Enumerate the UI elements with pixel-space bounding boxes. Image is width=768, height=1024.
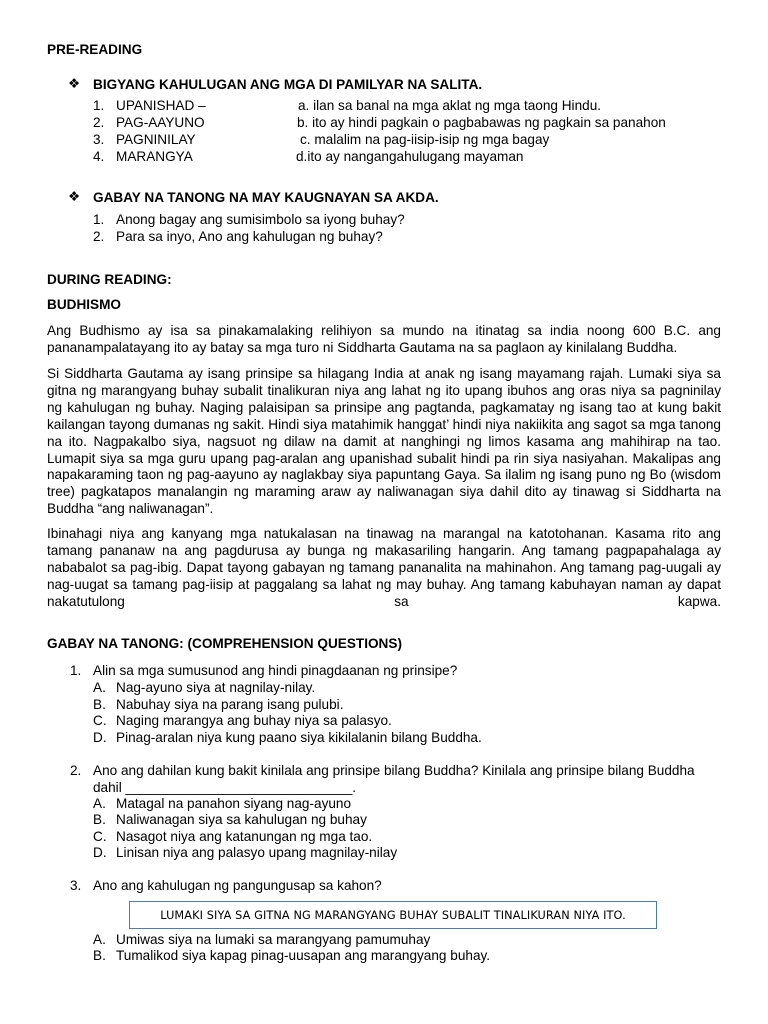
- list-number: 4.: [93, 149, 105, 164]
- choice-letter: D.: [93, 845, 107, 860]
- list-number: 1.: [93, 98, 105, 113]
- choice-letter: A.: [93, 680, 106, 695]
- choice-letter: C.: [93, 713, 107, 728]
- question-number: 2.: [70, 763, 82, 778]
- section-heading-guide-questions: GABAY NA TANONG NA MAY KAUGNAYAN SA AKDA.: [93, 190, 439, 205]
- choice-text: Nabuhay siya na parang isang pulubi.: [116, 697, 344, 712]
- vocab-definition: a. ilan sa banal na mga aklat ng mga taong Hindu.: [298, 98, 602, 113]
- vocab-term: UPANISHAD –: [116, 98, 206, 113]
- paragraph: Ang Budhismo ay isa sa pinakamalaking relihiyon sa mundo na itinatag sa india noong 600 B.C. ang pananampalatayang ito ay batay sa mga turo ni Siddharta Gautama na sa paglaon ay kinilalang Buddha.: [47, 323, 721, 355]
- comprehension-title: GABAY NA TANONG: (COMPREHENSION QUESTIONS): [47, 636, 402, 651]
- list-item: Para sa inyo, Ano ang kahulugan ng buhay?: [116, 229, 383, 244]
- choice-letter: A.: [93, 932, 106, 947]
- paragraph: Si Siddharta Gautama ay isang prinsipe sa hilagang India at anak ng isang mayamang rajah. Lumaki siya sa gitna ng marangyang buhay subalit tinalikuran niya ang lahat ng ito upang ibuhos ang oras niya sa pagninilay ng kahulugan ng buhay. Naging palaisipan sa prinsipe ang pagtanda, pagkamatay ng isang tao at kung bakit kailangan tayong dumanas ng sakit. Hindi siya matahimik hanggat’ hindi niya nakiikita ang sagot sa mga tanong na ito. Nagpakalbo siya, nagsuot ng dilaw na damit at nanghingi ng limos kasama ang mahihirap na tao. Lumapit siya sa mga guru upang pag-aralan ang upanishad subalit hindi pa rin siya nasiyahan. Makalipas ang napakaraming taon ng pag-aayuno ay naglakbay siya papuntang Gaya. Sa ilalim ng isang puno ng Bo (wisdom tree) pagkatapos manalangin ng maraming araw ay naliwanagan siya dahil dito ay tinawag si Siddharta na Buddha “ang naliwanagan”.: [47, 366, 721, 517]
- section-heading-vocabulary: BIGYANG KAHULUGAN ANG MGA DI PAMILYAR NA SALITA.: [93, 77, 483, 92]
- article-subtitle: BUDHISMO: [47, 297, 122, 312]
- paragraph: Ibinahagi niya ang kanyang mga natukalasan na tinawag na marangal na katotohanan. Kasama rito ang tamang pananaw na ang pagdurusa ay bunga ng makasariling hangarin. Ang tamang pagpapahalaga ay nababalot sa pag-ibig. Dapat tayong gabayan ng tamang pananalita na mahinahon. Ang tamang pag-uugali ay nag-uugat sa tamang pag-iisip at paggalang sa lahat ng may buhay. Ang tamang kabuhayan naman ay dapat nakatutulong sa kapwa.: [47, 526, 721, 609]
- during-reading-title: DURING READING:: [47, 272, 172, 287]
- choice-text: Tumalikod siya kapag pinag-uusapan ang marangyang buhay.: [116, 948, 491, 963]
- choice-letter: D.: [93, 730, 107, 745]
- vocab-term: PAGNINILAY: [116, 132, 196, 147]
- quote-box: LUMAKI SIYA SA GITNA NG MARANGYANG BUHAY SUBALIT TINALIKURAN NIYA ITO.: [129, 901, 657, 929]
- list-number: 3.: [93, 132, 105, 147]
- choice-text: Pinag-aralan niya kung paano siya kikilalanin bilang Buddha.: [116, 730, 482, 745]
- question-number: 1.: [70, 663, 82, 678]
- choice-letter: B.: [93, 948, 106, 963]
- choice-text: Nag-ayuno siya at nagnilay-nilay.: [116, 680, 316, 695]
- choice-text: Matagal na panahon siyang nag-ayuno: [116, 796, 352, 811]
- question-text: Alin sa mga sumusunod ang hindi pinagdaanan ng prinsipe?: [93, 663, 458, 678]
- question-text: Ano ang kahulugan ng pangungusap sa kahon?: [93, 878, 382, 893]
- choice-letter: A.: [93, 796, 106, 811]
- list-number: 2.: [93, 115, 105, 130]
- diamond-bullet-icon: ❖: [68, 189, 81, 204]
- vocab-term: PAG-AAYUNO: [116, 115, 205, 130]
- vocab-definition: d.ito ay nangangahulugang mayaman: [296, 149, 524, 164]
- choice-letter: B.: [93, 812, 106, 827]
- question-number: 3.: [70, 878, 82, 893]
- vocab-definition: b. ito ay hindi pagkain o pagbabawas ng pagkain sa panahon: [297, 115, 666, 130]
- answer-blank: dahil ______________________________.: [93, 779, 357, 795]
- vocab-term: MARANGYA: [116, 149, 193, 164]
- choice-text: Nasagot niya ang katanungan ng mga tao.: [116, 829, 373, 844]
- choice-text: Naliwanagan siya sa kahulugan ng buhay: [116, 812, 367, 827]
- question-text-line1: Ano ang dahilan kung bakit kinilala ang prinsipe bilang Buddha? Kinilala ang prinsipe bilang Buddha: [93, 763, 695, 778]
- diamond-bullet-icon: ❖: [68, 76, 81, 91]
- list-item: Anong bagay ang sumisimbolo sa iyong buhay?: [116, 212, 405, 227]
- choice-text: Linisan niya ang palasyo upang magnilay-nilay: [116, 845, 398, 860]
- choice-text: Naging marangya ang buhay niya sa palasyo.: [116, 713, 392, 728]
- list-number: 1.: [93, 212, 105, 227]
- pre-reading-title: PRE-READING: [47, 42, 143, 57]
- vocab-definition: c. malalim na pag-iisip-isip ng mga bagay: [300, 132, 550, 147]
- choice-letter: B.: [93, 697, 106, 712]
- list-number: 2.: [93, 229, 105, 244]
- choice-letter: C.: [93, 829, 107, 844]
- choice-text: Umiwas siya na lumaki sa marangyang pamumuhay: [116, 932, 431, 947]
- question-text: [93, 763, 721, 796]
